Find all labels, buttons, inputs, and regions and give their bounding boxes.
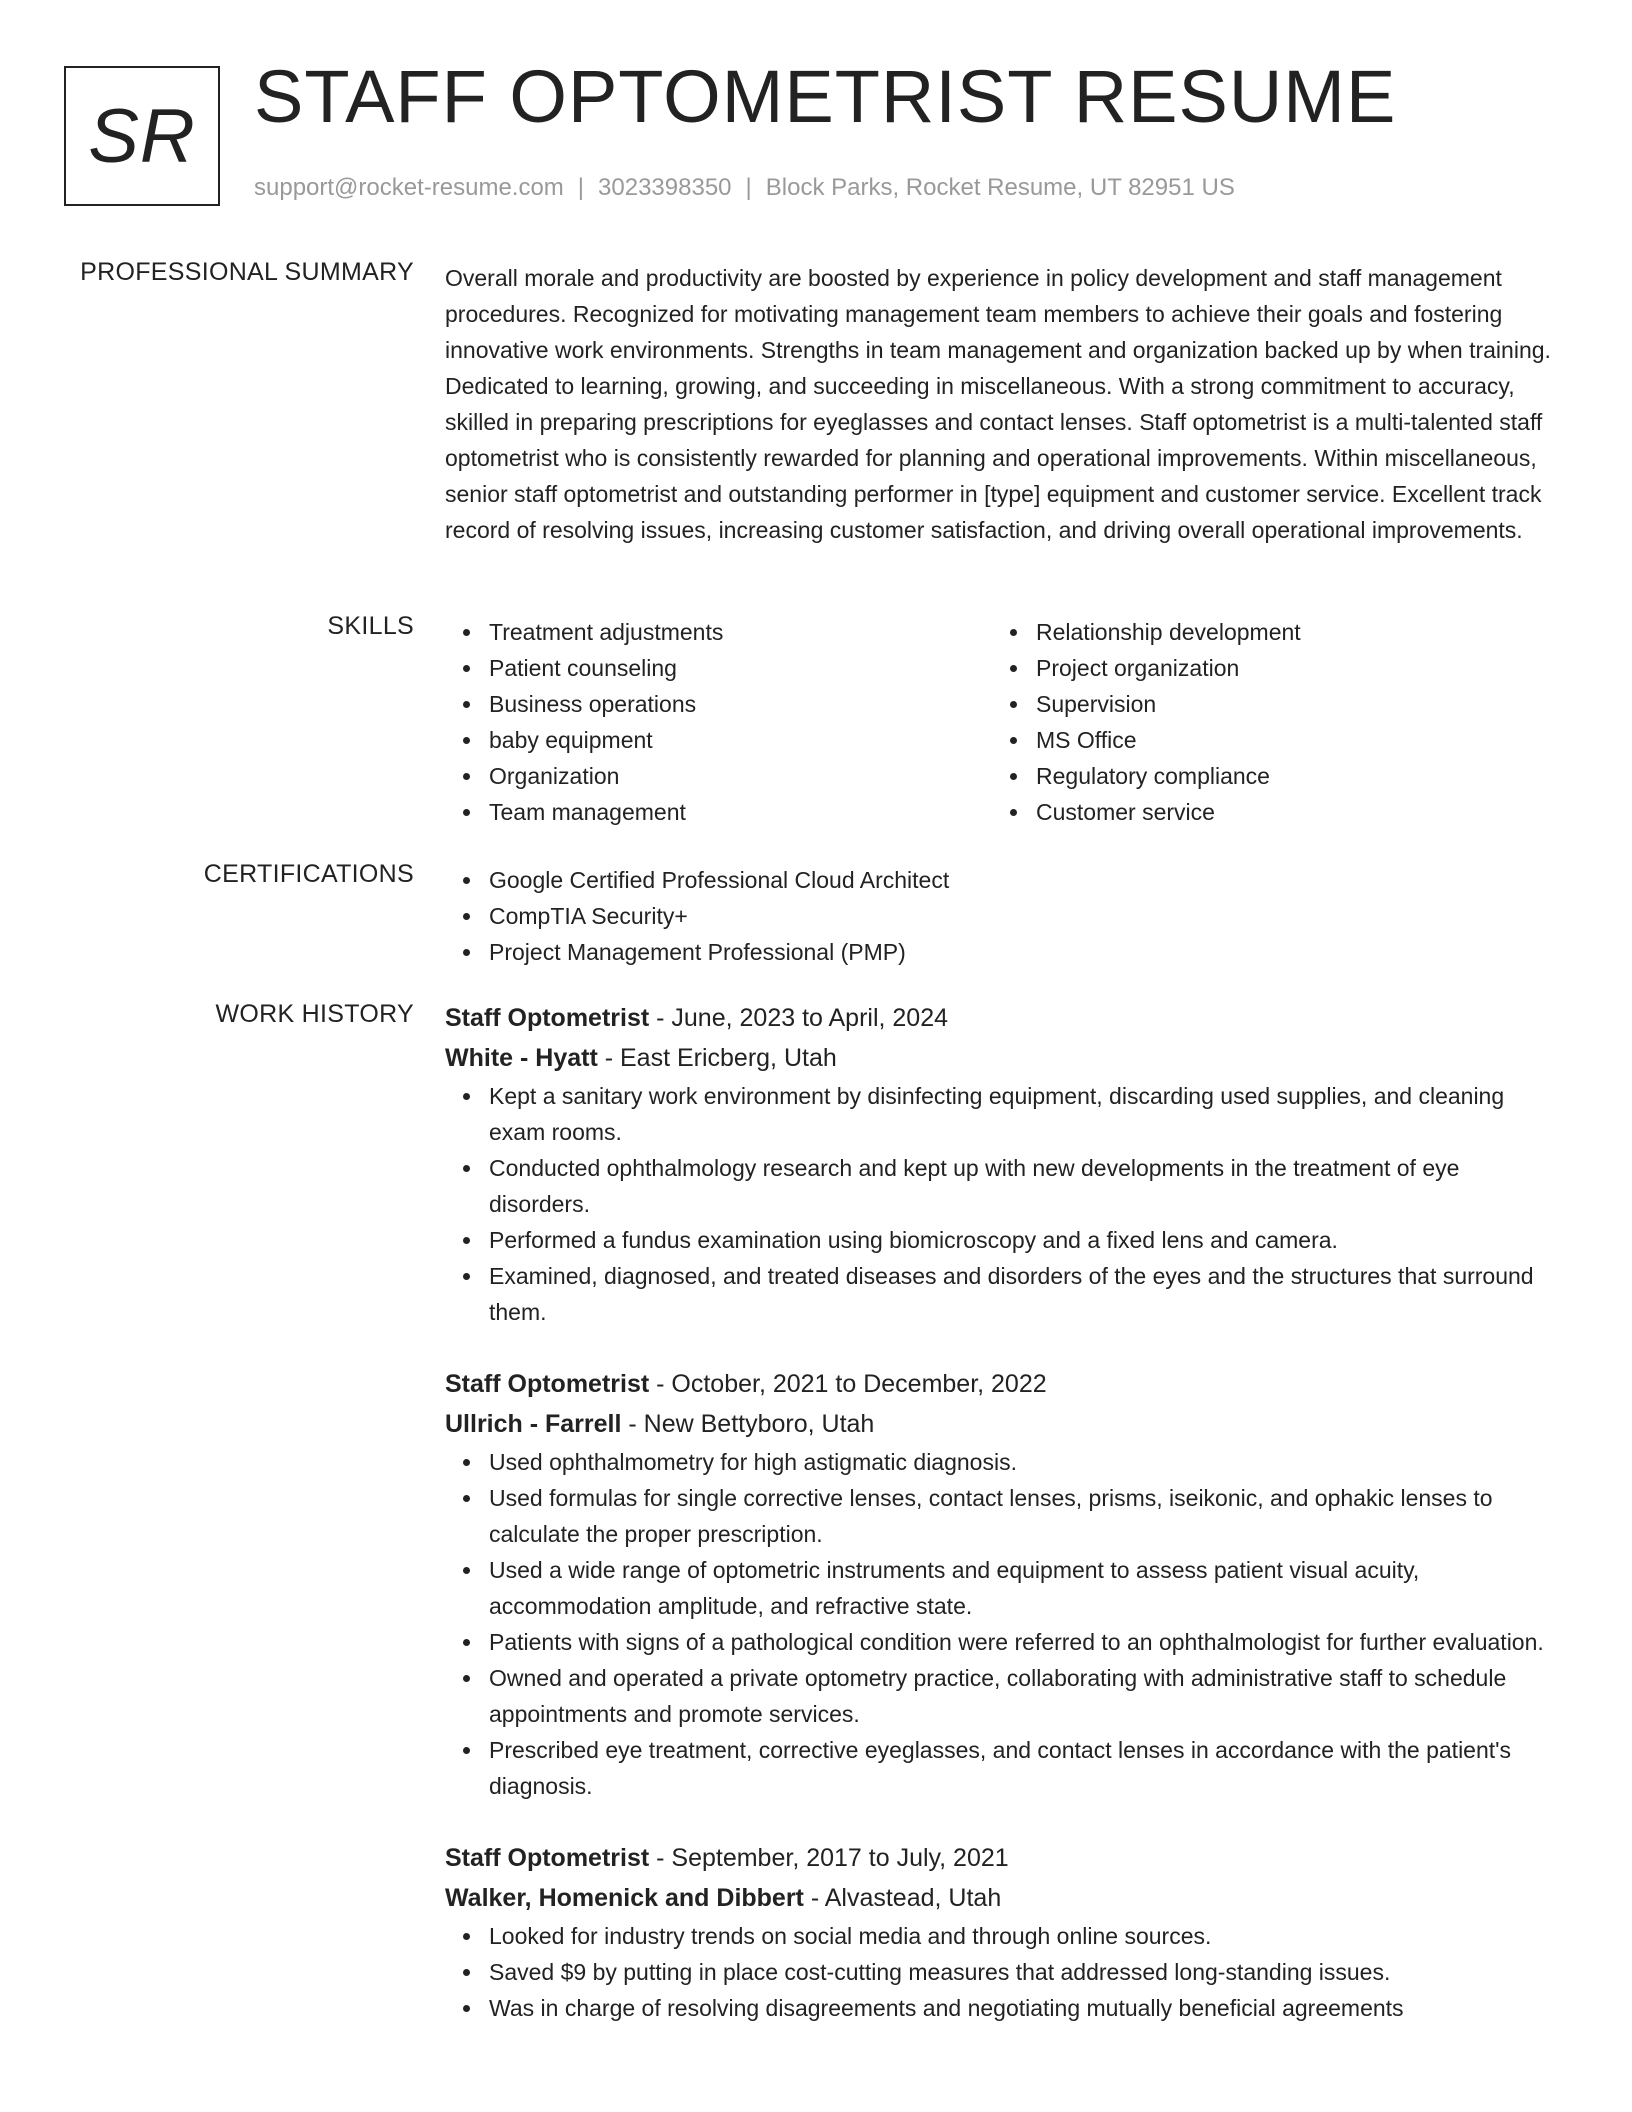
- skills-list-right: [992, 614, 1512, 830]
- job-entry: [445, 1364, 1565, 1804]
- job-bullet: Conducted ophthalmology research and kept up with new developments in the treatment of eye disorders.: [489, 1150, 1565, 1222]
- skill-item: Relationship development: [1036, 614, 1512, 650]
- job-company-line: [445, 1404, 1565, 1444]
- job-entry: [445, 1838, 1565, 2026]
- certification-item: CompTIA Security+: [489, 898, 1565, 934]
- skill-item: Regulatory compliance: [1036, 758, 1512, 794]
- job-title-line: [445, 1364, 1565, 1404]
- certification-item: Google Certified Professional Cloud Architect: [489, 862, 1565, 898]
- job-bullet: Prescribed eye treatment, corrective eyeglasses, and contact lenses in accordance with the patient's diagnosis.: [489, 1732, 1565, 1804]
- job-entry: [445, 998, 1565, 1330]
- job-bullet: Owned and operated a private optometry practice, collaborating with administrative staff to schedule appointments and promote services.: [489, 1660, 1565, 1732]
- job-bullet: Looked for industry trends on social media and through online sources.: [489, 1918, 1565, 1954]
- job-bullet: Used formulas for single corrective lenses, contact lenses, prisms, iseikonic, and ophakic lenses to calculate the proper prescription.: [489, 1480, 1565, 1552]
- job-bullet: Kept a sanitary work environment by disinfecting equipment, discarding used supplies, and cleaning exam rooms.: [489, 1078, 1565, 1150]
- job-location: - East Ericberg, Utah: [597, 1044, 837, 1072]
- job-bullet: Patients with signs of a pathological condition were referred to an ophthalmologist for further evaluation.: [489, 1624, 1565, 1660]
- job-title-line: [445, 1838, 1565, 1878]
- page-title: STAFF OPTOMETRIST RESUME: [254, 55, 1397, 138]
- certifications-list: [445, 862, 1565, 970]
- job-bullet: Performed a fundus examination using biomicroscopy and a fixed lens and camera.: [489, 1222, 1565, 1258]
- job-company-line: [445, 1878, 1565, 1918]
- certifications-body: [445, 862, 1565, 970]
- certifications-label: CERTIFICATIONS: [203, 860, 414, 888]
- job-bullets: [445, 1918, 1565, 2026]
- job-title: Staff Optometrist: [445, 1004, 650, 1032]
- skill-item: Patient counseling: [489, 650, 992, 686]
- skill-item: baby equipment: [489, 722, 992, 758]
- job-title: Staff Optometrist: [445, 1844, 650, 1872]
- job-location: - Alvastead, Utah: [803, 1884, 1002, 1912]
- job-bullet: Saved $9 by putting in place cost-cutting measures that addressed long-standing issues.: [489, 1954, 1565, 1990]
- contact-separator: |: [745, 174, 752, 201]
- job-bullet: Was in charge of resolving disagreements and negotiating mutually beneficial agreements: [489, 1990, 1565, 2026]
- job-dates: - October, 2021 to December, 2022: [649, 1370, 1047, 1398]
- skill-item: Project organization: [1036, 650, 1512, 686]
- job-bullet: Examined, diagnosed, and treated diseases and disorders of the eyes and the structures that surround them.: [489, 1258, 1565, 1330]
- skill-item: Customer service: [1036, 794, 1512, 830]
- skill-item: Business operations: [489, 686, 992, 722]
- skill-item: Team management: [489, 794, 992, 830]
- job-bullet: Used a wide range of optometric instruments and equipment to assess patient visual acuity, accommodation amplitude, and refractive state.: [489, 1552, 1565, 1624]
- contact-phone: 3023398350: [598, 174, 732, 201]
- summary-text: Overall morale and productivity are boosted by experience in policy development and staff management procedures. Recognized for motivating management team members to achieve their goals and fostering innovative work environments. Strengths in team management and organization backed up by when training. Dedicated to learning, growing, and succeeding in miscellaneous. With a strong commitment to accuracy, skilled in preparing prescriptions for eyeglasses and contact lenses. Staff optometrist is a multi-talented staff optometrist who is consistently rewarded for planning and operational improvements. Within miscellaneous, senior staff optometrist and outstanding performer in [type] equipment and customer service. Excellent track record of resolving issues, increasing customer satisfaction, and driving overall operational improvements.: [445, 265, 1551, 543]
- contact-line: [254, 174, 1235, 202]
- work-history-label: WORK HISTORY: [215, 1000, 414, 1028]
- summary-label: PROFESSIONAL SUMMARY: [80, 258, 414, 286]
- skills-label: SKILLS: [327, 612, 414, 640]
- job-dates: - September, 2017 to July, 2021: [649, 1844, 1009, 1872]
- work-history-body: [445, 998, 1565, 2060]
- job-company-line: [445, 1038, 1565, 1078]
- skills-body: [445, 614, 1565, 830]
- job-title-line: [445, 998, 1565, 1038]
- skill-item: Treatment adjustments: [489, 614, 992, 650]
- job-company: Ullrich - Farrell: [445, 1410, 622, 1438]
- job-dates: - June, 2023 to April, 2024: [649, 1004, 949, 1032]
- job-company: White - Hyatt: [445, 1044, 598, 1072]
- job-bullets: [445, 1444, 1565, 1804]
- contact-separator: |: [577, 174, 585, 201]
- contact-email: support@rocket-resume.com: [254, 174, 564, 201]
- skills-list-left: [445, 614, 992, 830]
- job-company: Walker, Homenick and Dibbert: [445, 1884, 804, 1912]
- skill-item: MS Office: [1036, 722, 1512, 758]
- job-title: Staff Optometrist: [445, 1370, 650, 1398]
- job-bullets: [445, 1078, 1565, 1330]
- skill-item: Organization: [489, 758, 992, 794]
- summary-body: [445, 260, 1565, 548]
- contact-address: Block Parks, Rocket Resume, UT 82951 US: [765, 174, 1235, 201]
- job-bullet: Used ophthalmometry for high astigmatic diagnosis.: [489, 1444, 1565, 1480]
- job-location: - New Bettyboro, Utah: [621, 1410, 875, 1438]
- certification-item: Project Management Professional (PMP): [489, 934, 1565, 970]
- skill-item: Supervision: [1036, 686, 1512, 722]
- monogram-logo: SR: [64, 66, 220, 206]
